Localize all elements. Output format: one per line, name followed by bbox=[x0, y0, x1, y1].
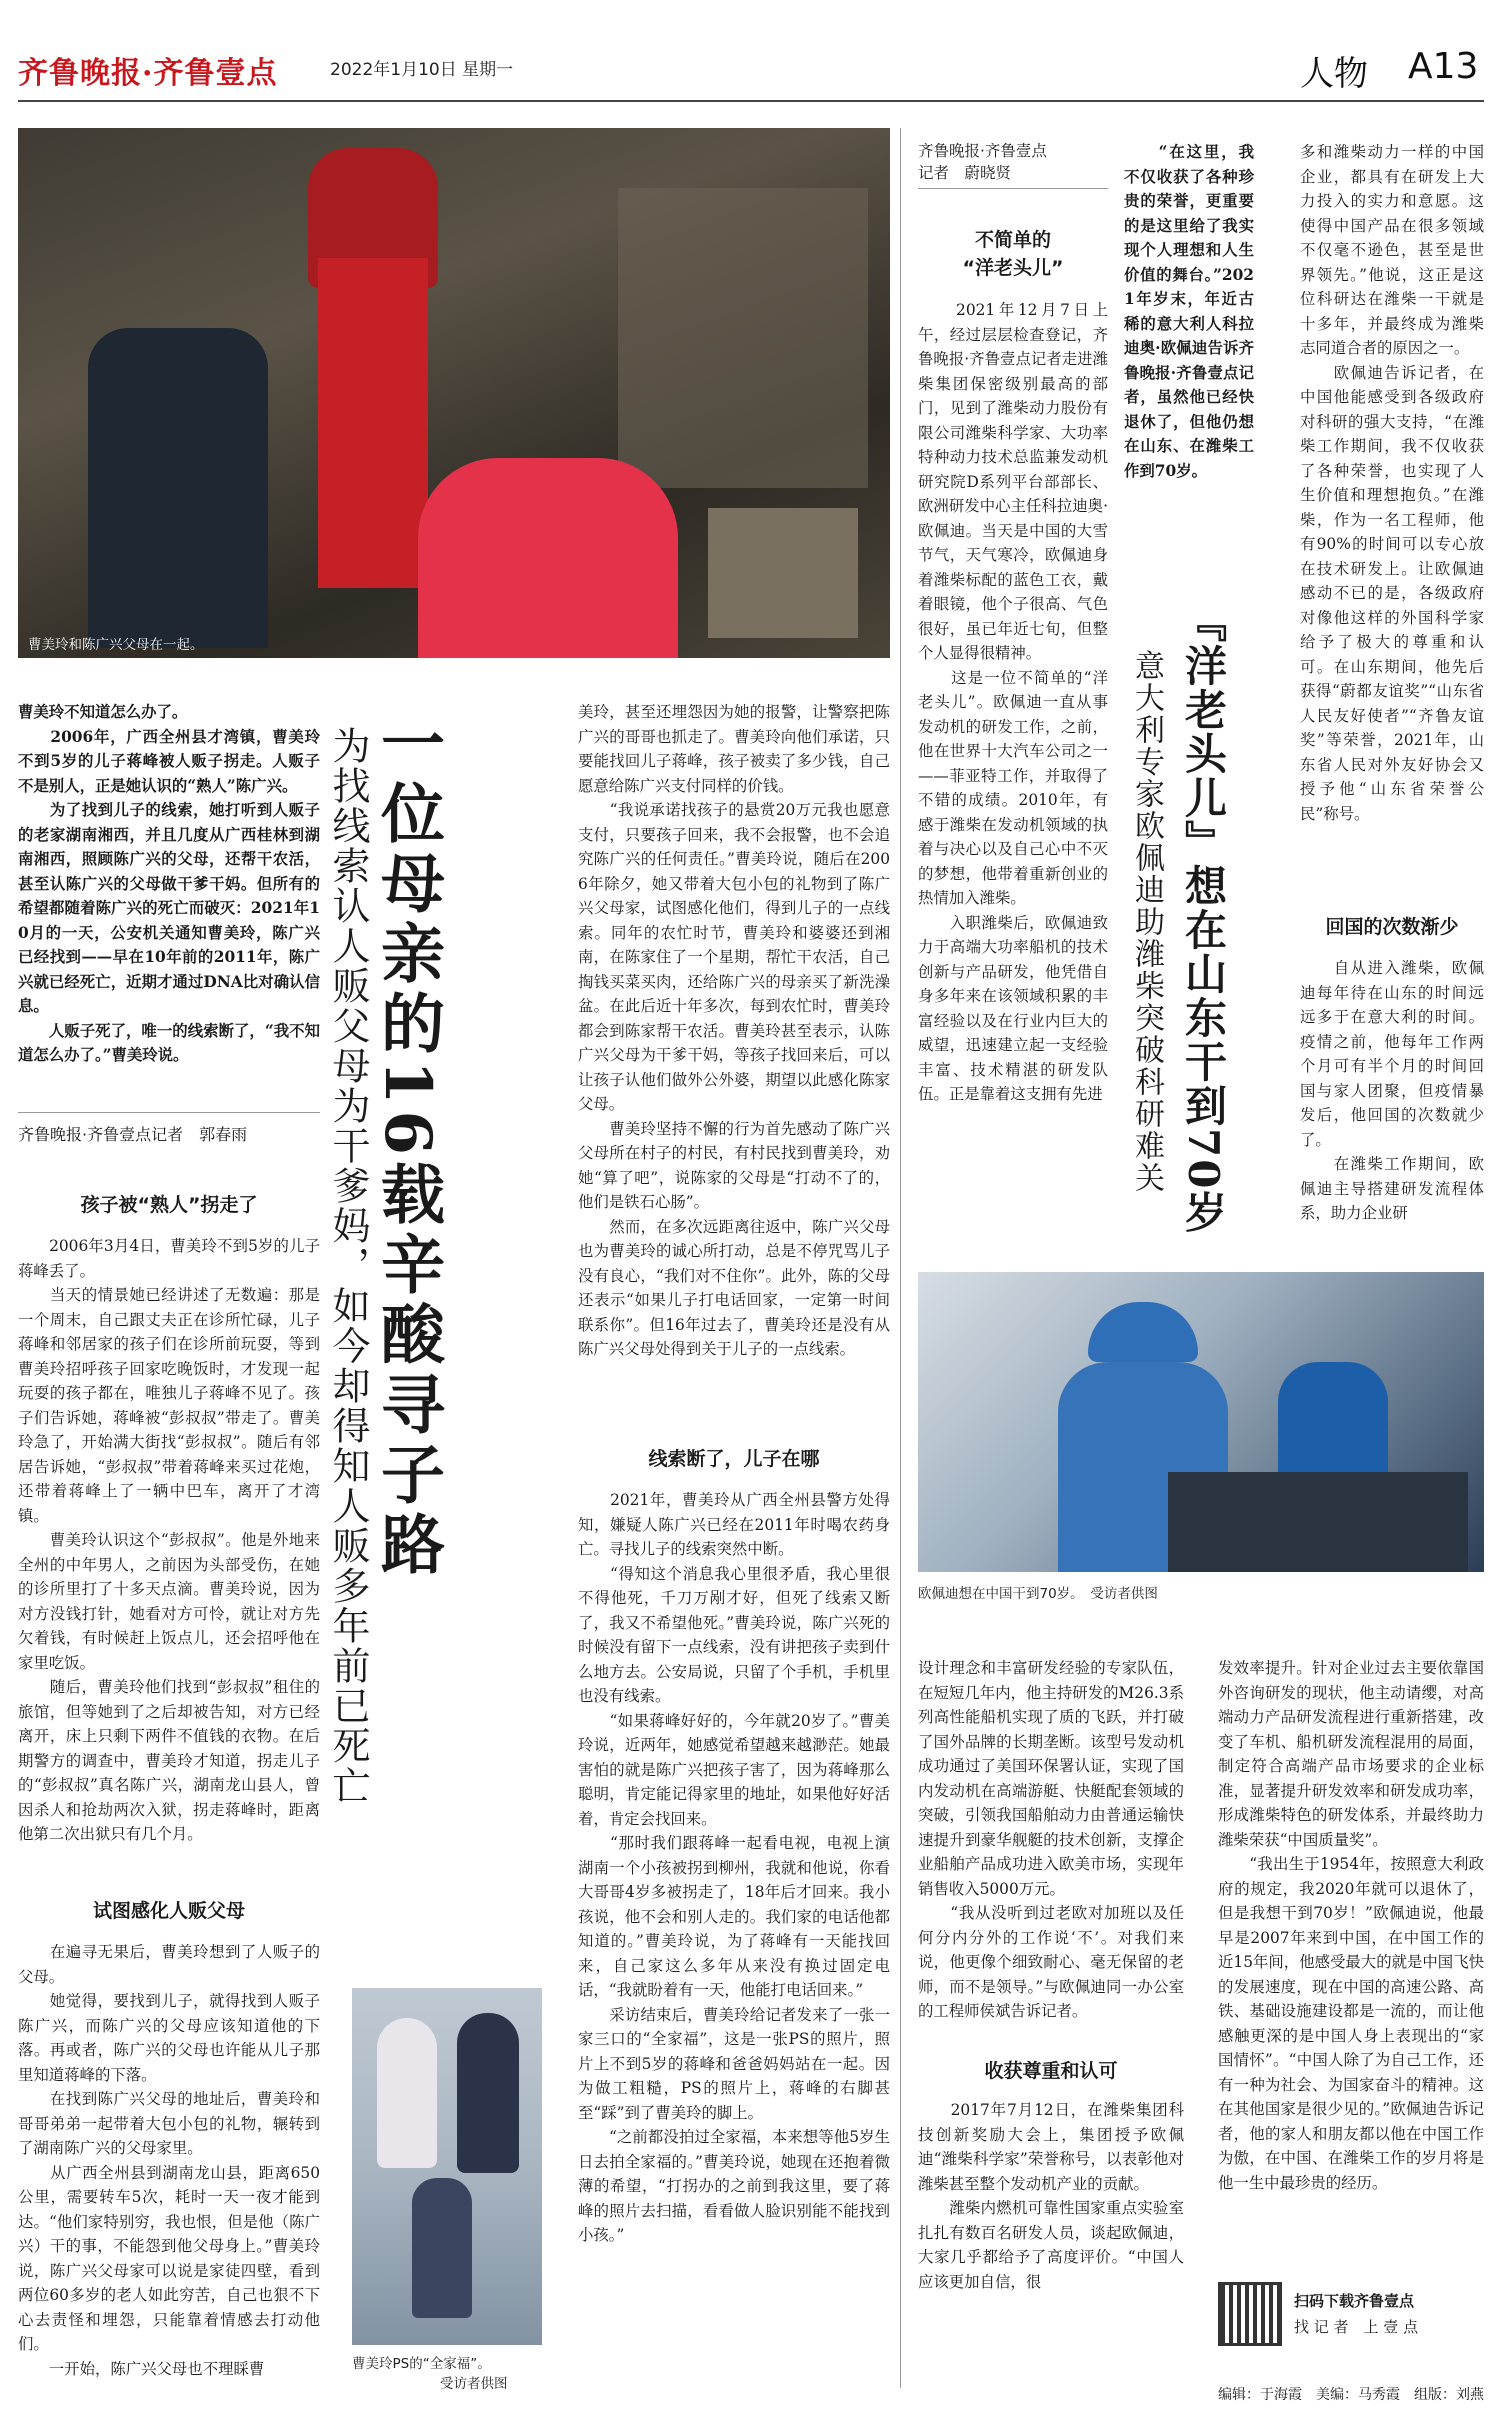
story2-subheadline: 意大利专家欧佩迪助潍柴突破科研难关 bbox=[1129, 650, 1164, 1194]
story1-body-3: 美玲，甚至还埋怨因为她的报警，让警察把陈广兴的哥哥也抓走了。曹美玲向他们承诺，只要能找回儿子蒋峰，孩子被卖了多少钱，自己愿意给陈广兴支付同样的价钱。 “我说承诺找孩子的悬赏20万元我也愿意支付，只要孩子回来，我不会报警，也不会追究陈广兴的任何责任。”曹美玲说，随后在2006年除夕，她又带着大包小包的礼物到了陈广兴父母家，试图感化他们，得到儿子的一点线索。同年的农忙时节，曹美玲和婆婆还到湘南，在陈家住了一个星期，帮忙干农活，自己掏钱买菜买肉，还给陈广兴的母亲买了新洗澡盆。在此后近十年多次，每到农忙时，曹美玲都会到陈家帮干农活。曹美玲甚至表示，认陈广兴父母为干爹干妈，等孩子找回来后，可以让孩子认他们做外公外婆，期望以此感化陈家父母。 曹美玲坚持不懈的行为首先感动了陈广兴父母所在村子的村民，有村民找到曹美玲，劝她“算了吧”，说陈家的父母是“打动不了的，他们是铁石心肠”。 然而，在多次远距离往返中，陈广兴父母也为曹美玲的诚心所打动，总是不停咒骂儿子没有良心，“我们对不住你”。此外，陈的父母还表示“如果儿子打电话回家，一定第一时间联系你”。但16年过去了，曹美玲还是没有从陈广兴父母处得到关于儿子的一点线索。 bbox=[578, 703, 890, 1358]
story2-photo bbox=[918, 1272, 1484, 1572]
story1-body-1: 2006年3月4日，曹美玲不到5岁的儿子蒋峰丢了。 当天的情景她已经讲述了无数遍：那是一个周末，自己跟丈夫正在诊所忙碌，儿子蒋峰和邻居家的孩子们在诊所前玩耍，等到曹美玲招呼孩子回家吃晚饭时，才发现一起玩耍的孩子都在，唯独儿子蒋峰不见了。孩子们告诉她，蒋峰被“彭叔叔”带走了。曹美玲急了，开始满大街找“彭叔叔”。随后有邻居告诉她，“彭叔叔”带着蒋峰来买过花炮，还带着蒋峰上了一辆中巴车，离开了才湾镇。 曹美玲认识这个“彭叔叔”。他是外地来全州的中年男人，之前因为头部受伤，在她的诊所里打了十多天点滴。曹美玲说，因为对方没钱打针，她看对方可怜，就让对方先欠着钱，有时候赶上饭点儿，还会招呼他在家里吃饭。 随后，曹美玲他们找到“彭叔叔”租住的旅馆，但等她到了之后却被告知，对方已经离开，床上只剩下两件不值钱的衣物。在后期警方的调查中，曹美玲才知道，拐走儿子的“彭叔叔”真名陈广兴，湖南龙山县人，曾因杀人和抢劫两次入狱，拐走蒋峰时，距离他第二次出狱只有几个月。 bbox=[18, 1237, 320, 1843]
story1-photo2-caption: 曹美玲PS的“全家福”。 bbox=[352, 2356, 491, 2372]
story1-subhead-3: 线索断了，儿子在哪 bbox=[648, 1448, 820, 1470]
story1-photo2-credit: 受访者供图 bbox=[440, 2376, 508, 2392]
story1-photo-caption: 曹美玲和陈广兴父母在一起。 bbox=[28, 637, 204, 653]
lead-rule bbox=[18, 1112, 320, 1113]
story2-photo-caption: 欧佩迪想在中国干到70岁。 受访者供图 bbox=[918, 1586, 1158, 1602]
story2-body-4: 设计理念和丰富研发经验的专家队伍，在短短几年内，他主持研发的M26.3系列高性能船机实现了质的飞跃，并打破了国外品牌的长期垄断。该型号发动机成功通过了美国环保署认证，实现了国内发动机在高端游艇、快艇配套领域的突破，引领我国船舶动力由普通运输快速提升到豪华舰艇的技术创新，支撑企业船舶产品成功进入欧美市场，实现年销售收入5000万元。 “我从没听到过老欧对加班以及任何分内分外的工作说‘不’。对我们来说，他更像个细致耐心、毫无保留的老师，而不是领导。”与欧佩迪同一办公室的工程师侯斌告诉记者。 bbox=[918, 1659, 1184, 2020]
qr-text-1: 扫码下载齐鲁壹点 bbox=[1294, 2292, 1415, 2310]
story1-subhead-2: 试图感化人贩父母 bbox=[92, 1900, 245, 1922]
story1-lead: 曹美玲不知道怎么办了。 2006年，广西全州县才湾镇，曹美玲不到5岁的儿子蒋峰被人贩子拐走。人贩子不是别人，正是她认识的“熟人”陈广兴。 为了找到儿子的线索，她打听到人贩子的老家湖南湘西，并且几度从广西桂林到湖南湘西，照顾陈广兴的父母，还帮干农活，甚至认陈广兴的父母做干爹干妈。但所有的希望都随着陈广兴的死亡而破灭：2021年10月的一天，公安机关通知曹美玲，陈广兴已经找到——早在10年前的2011年，陈广兴就已经死亡，近期才通过DNA比对确认信息。 人贩子死了，唯一的线索断了，“我不知道怎么办了。”曹美玲说。 bbox=[18, 703, 320, 1064]
page-number: A13 bbox=[1408, 46, 1479, 87]
story1-family-photo bbox=[352, 1988, 542, 2345]
story1-subheadline: 为找线索认人贩父母为干爹妈，如今却得知人贩多年前已死亡 bbox=[326, 726, 370, 1806]
story2-body-3: 自从进入潍柴，欧佩迪每年待在山东的时间远远多于在意大利的时间。疫情之前，他每年工作两个月可有半个月的时间回国与家人团聚，但疫情暴发后，他回国的次数就少了。 在潍柴工作期间，欧佩迪主导搭建研发流程体系，助力企业研 bbox=[1300, 959, 1484, 1222]
story2-headline: 『洋老头儿』想在山东干到70岁 bbox=[1179, 600, 1228, 1235]
story2-byline: 齐鲁晚报·齐鲁壹点 记者 蔚晓贤 bbox=[918, 142, 1047, 182]
story1-body-2: 在遍寻无果后，曹美玲想到了人贩子的父母。 她觉得，要找到儿子，就得找到人贩子陈广兴，而陈广兴的父母应该知道他的下落。再或者，陈广兴的父母也许能从儿子那里知道蒋峰的下落。 在找到陈广兴父母的地址后，曹美玲和哥哥弟弟一起带着大包小包的礼物，辗转到了湖南陈广兴的父母家里。 从广西全州县到湖南龙山县，距离650公里，需要转车5次，耗时一天一夜才能到达。“他们家特别穷，我也恨，但是他（陈广兴）干的事，不能怨到他父母身上。”曹美玲说，陈广兴父母家可以说是家徒四壁，看到两位60多岁的老人如此穷苦，自己也狠不下心去责怪和埋怨，只能靠着情感去打动他们。 一开始，陈广兴父母也不理睬曹 bbox=[18, 1943, 320, 2378]
story2-subhead-1: 不简单的 “洋老头儿” bbox=[962, 229, 1064, 279]
header-rule bbox=[18, 100, 1484, 102]
byline-rule bbox=[918, 188, 1108, 189]
footer-credits: 编辑：于海霞 美编：马秀霞 组版：刘燕 bbox=[1218, 2387, 1484, 2403]
story2-subhead-3: 收获尊重和认可 bbox=[984, 2060, 1118, 2082]
story2-quote: “在这里，我不仅收获了各种珍贵的荣誉，更重要的是这里给了我实现个人理想和人生价值的舞台。”2021年岁末，年近古稀的意大利人科拉迪奥·欧佩迪告诉齐鲁晚报·齐鲁壹点记者，虽然他已经快退休了，但他仍想在山东、在潍柴工作到70岁。 bbox=[1124, 143, 1254, 480]
story2-subhead-2: 回国的次数渐少 bbox=[1325, 916, 1459, 938]
story1-body-4: 2021年，曹美玲从广西全州县警方处得知，嫌疑人陈广兴已经在2011年时喝农药身亡。寻找儿子的线索突然中断。 “得知这个消息我心里很矛盾，我心里很不得他死，千刀万剐才好，但死了线索又断了，我又不希望他死。”曹美玲说，陈广兴死的时候没有留下一点线索，没有讲把孩子卖到什么地方去。公安局说，只留了个手机，手机里也没有线索。 “如果蒋峰好好的，今年就20岁了。”曹美玲说，近两年，她感觉希望越来越渺茫。她最害怕的就是陈广兴把孩子害了，因为蒋峰那么聪明，肯定能记得家里的地址，如果他好好活着，肯定会找回来。 “那时我们跟蒋峰一起看电视，电视上演湖南一个小孩被拐到柳州，我就和他说，你看大哥哥4岁多被拐走了，18年后才回来。我小孩说，他不会和别人走的。我们家的电话他都知道的。”曹美玲说，为了蒋峰有一天能找回来，自己家这么多年从来没有换过固定电话，“我就盼着有一天，他能打电话回来。” 采访结束后，曹美玲给记者发来了一张一家三口的“全家福”，这是一张PS的照片，照片上不到5岁的蒋峰和爸爸妈妈站在一起。因为做工粗糙，PS的照片上，蒋峰的右脚甚至“踩”到了曹美玲的脚上。 “之前都没拍过全家福，本来想等他5岁生日去拍全家福的。”曹美玲说，她现在还抱着微薄的希望，“打拐办的之前到我这里，要了蒋峰的照片去扫描，看看做人脸识别能不能找到小孩。” bbox=[578, 1491, 890, 2244]
qr-code[interactable] bbox=[1218, 2282, 1282, 2346]
story1-main-photo bbox=[18, 128, 890, 658]
story2-body-5: 2017年7月12日，在潍柴集团科技创新奖励大会上，集团授予欧佩迪“潍柴科学家”荣誉称号，以表彰他对潍柴甚至整个发动机产业的贡献。 潍柴内燃机可靠性国家重点实验室扎扎有数百名研发人员，谈起欧佩迪，大家几乎都给予了高度评价。“中国人应该更加自信，很 bbox=[918, 2101, 1184, 2291]
story1-headline: 一位母亲的16载辛酸寻子路 bbox=[370, 710, 445, 1582]
story2-body-2: 多和潍柴动力一样的中国企业，都具有在研发上大力投入的实力和意愿。这使得中国产品在很多领域不仅毫不逊色，甚至是世界领先。”他说，这正是这位科研达在潍柴一干就是十多年，并最终成为潍柴志同道合者的原因之一。 欧佩迪告诉记者，在中国他能感受到各级政府对科研的强大支持，“在潍柴工作期间，我不仅收获了各种荣誉，也实现了人生价值和理想抱负。”在潍柴，作为一名工程师，他有90%的时间可以专心放在技术研发上。让欧佩迪感动不已的是，各级政府对像他这样的外国科学家给予了极大的尊重和认可。在山东期间，他先后获得“蔚都友谊奖”“山东省人民友好使者”“齐鲁友谊奖”等荣誉，2021年，山东省人民对外友好协会又授予他“山东省荣誉公民”称号。 bbox=[1300, 143, 1484, 823]
story1-byline: 齐鲁晚报·齐鲁壹点记者 郭春雨 bbox=[18, 1125, 248, 1144]
column-divider bbox=[900, 128, 901, 2388]
story1-subhead-1: 孩子被“熟人”拐走了 bbox=[80, 1194, 258, 1216]
story2-body-1: 2021年12月7日上午，经过层层检查登记，齐鲁晚报·齐鲁壹点记者走进潍柴集团保密级别最高的部门，见到了潍柴动力股份有限公司潍柴科学家、大功率特种动力技术总监兼发动机研究院D系列平台部部长、欧洲研发中心主任科拉迪奥·欧佩迪。当天是中国的大雪节气，天气寒冷，欧佩迪身着潍柴标配的蓝色工衣，戴着眼镜，他个子很高、气色很好，虽已年近七旬，但整个人显得很精神。 这是一位不简单的“洋老头儿”。欧佩迪一直从事发动机的研发工作，之前，他在世界十大汽车公司之一——菲亚特工作，并取得了不错的成绩。2010年，有感于潍柴在发动机领域的执着与决心以及自己心中不灭的梦想，他带着重新创业的热情加入潍柴。 入职潍柴后，欧佩迪致力于高端大功率船机的技术创新与产品研发，他凭借自身多年来在该领域积累的丰富经验以及在行业内巨大的威望，迅速建立起一支经验丰富、技术精湛的研发队伍。正是靠着这支拥有先进 bbox=[918, 301, 1108, 1103]
section-name: 人物 bbox=[1300, 54, 1368, 94]
masthead-logo: 齐鲁晚报·齐鲁壹点 bbox=[18, 56, 278, 91]
issue-date: 2022年1月10日 星期一 bbox=[330, 60, 514, 80]
qr-text-2: 找 记 者 上 壹 点 bbox=[1294, 2318, 1419, 2336]
story2-body-6: 发效率提升。针对企业过去主要依靠国外咨询研发的现状，他主动请缨，对高端动力产品研发流程进行重新搭建，改变了车机、船机研发流程混用的局面，制定符合高端产品市场要求的企业标准，显著提升研发效率和研发成功率，形成潍柴特色的研发体系，并最终助力潍柴荣获“中国质量奖”。 “我出生于1954年，按照意大利政府的规定，我2020年就可以退休了，但是我想干到70岁！”欧佩迪说，他最早是2007年来到中国，在中国工作的近15年间，他感受最大的就是中国飞快的发展速度，现在中国的高速公路、高铁、基础设施建设都是一流的，而让他感触更深的是中国人身上表现出的“家国情怀”。“中国人除了为自己工作，还有一种为社会、为国家奋斗的精神。这在其他国家是很少见的。”欧佩迪告诉记者，他的家人和朋友都以他在中国工作为傲，在中国、在潍柴工作的岁月将是他一生中最珍贵的经历。 bbox=[1218, 1659, 1484, 2192]
